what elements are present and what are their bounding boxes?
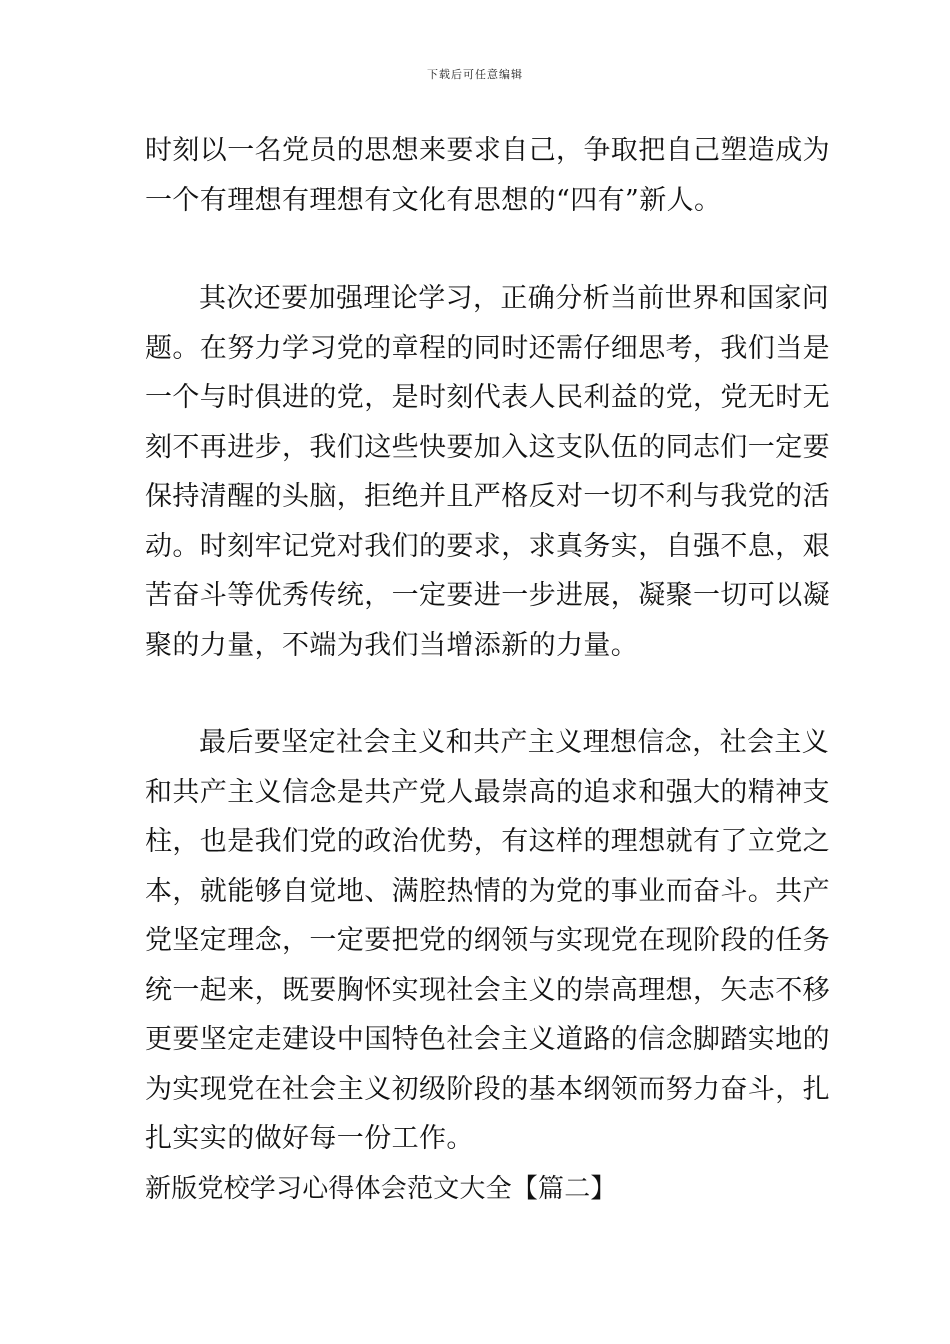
text-line: 一个与时俱进的党，是时刻代表人民利益的党，党无时无 xyxy=(145,382,830,413)
text-line: 苦奋斗等优秀传统，一定要进一步进展，凝聚一切可以凝 xyxy=(145,580,830,611)
section-heading: 新版党校学习心得体会范文大全【篇二】 xyxy=(145,1173,617,1204)
text-line: 聚的力量，不端为我们当增添新的力量。 xyxy=(145,629,639,661)
page-header: 下载后可任意编辑 xyxy=(427,68,523,81)
paragraph-2 xyxy=(145,274,830,670)
text-line: 本，就能够自觉地、满腔热情的为党的事业而奋斗。共产 xyxy=(145,875,830,907)
paragraph-spacer xyxy=(145,225,807,274)
text-line: 更要坚定走建设中国特色社会主义道路的信念脚踏实地的 xyxy=(145,1024,830,1055)
text-line: 统一起来，既要胸怀实现社会主义的崇高理想，矢志不移 xyxy=(145,974,830,1006)
text-line: 一个有理想有理想有文化有思想的“四有”新人。 xyxy=(145,184,722,216)
paragraph-3 xyxy=(145,718,830,1164)
text-line: 其次还要加强理论学习，正确分析当前世界和国家问 xyxy=(199,283,830,314)
paragraph-spacer xyxy=(145,670,807,718)
text-line: 时刻以一名党员的思想来要求自己，争取把自己塑造成为 xyxy=(145,135,830,166)
text-line: 扎实实的做好每一份工作。 xyxy=(145,1123,474,1154)
text-line: 刻不再进步，我们这些快要加入这支队伍的同志们一定要 xyxy=(145,431,830,463)
paragraph-1 xyxy=(145,126,830,225)
text-line: 柱，也是我们党的政治优势，有这样的理想就有了立党之 xyxy=(145,826,830,857)
text-line: 党坚定理念，一定要把党的纲领与实现党在现阶段的任务 xyxy=(145,925,830,956)
text-line: 动。时刻牢记党对我们的要求，求真务实，自强不息，艰 xyxy=(145,530,830,562)
text-line: 最后要坚定社会主义和共产主义理想信念，社会主义 xyxy=(199,727,830,758)
text-line: 和共产主义信念是共产党人最崇高的追求和强大的精神支 xyxy=(145,776,830,808)
text-line: 为实现党在社会主义初级阶段的基本纲领而努力奋斗，扎 xyxy=(145,1073,830,1105)
document-body xyxy=(145,126,830,1214)
text-line: 保持清醒的头脑，拒绝并且严格反对一切不利与我党的活 xyxy=(145,481,830,512)
text-line: 题。在努力学习党的章程的同时还需仔细思考，我们当是 xyxy=(145,332,830,364)
